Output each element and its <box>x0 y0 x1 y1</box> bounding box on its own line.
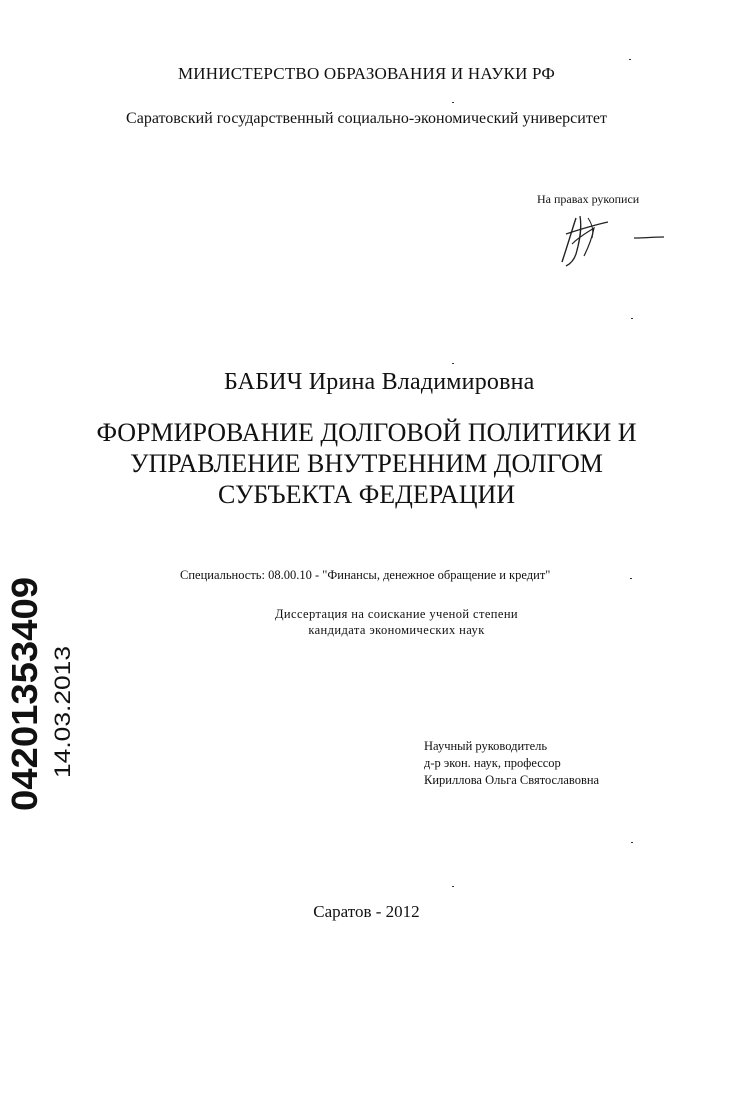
city-year: Саратов - 2012 <box>313 902 420 921</box>
scan-speck <box>452 363 454 364</box>
manuscript-note: На правах рукописи <box>537 192 640 206</box>
university-name: Саратовский государственный социально-экономический университет <box>126 110 607 127</box>
stamp-number <box>3 573 45 813</box>
specialty-line: Специальность: 08.00.10 - "Финансы, денежное обращение и кредит" <box>180 568 551 582</box>
scan-speck <box>629 59 631 60</box>
title-line: ФОРМИРОВАНИЕ ДОЛГОВОЙ ПОЛИТИКИ И <box>96 418 637 447</box>
scan-speck <box>452 102 454 103</box>
author-name: БАБИЧ Ирина Владимировна <box>224 369 535 395</box>
title-line: СУБЪЕКТА ФЕДЕРАЦИИ <box>217 480 516 509</box>
supervisor-line: д-р экон. наук, профессор <box>424 756 561 770</box>
degree-line: кандидата экономических наук <box>308 623 485 637</box>
stamp-number-text: 04201353409 <box>4 590 45 811</box>
stamp-date-text: 14.03.2013 <box>50 667 75 778</box>
scan-speck <box>452 886 454 887</box>
title-line: УПРАВЛЕНИЕ ВНУТРЕННИМ ДОЛГОМ <box>130 449 603 478</box>
supervisor-line: Кириллова Ольга Святославовна <box>424 773 600 787</box>
signature-image <box>558 210 668 272</box>
supervisor-block <box>424 738 599 789</box>
scan-speck <box>631 842 633 843</box>
dissertation-title <box>0 417 733 510</box>
scan-speck <box>631 318 633 319</box>
supervisor-line: Научный руководитель <box>424 739 548 753</box>
scan-speck <box>630 578 632 579</box>
degree-statement <box>0 606 733 638</box>
ministry-heading: МИНИСТЕРСТВО ОБРАЗОВАНИЯ И НАУКИ РФ <box>177 64 556 83</box>
degree-line: Диссертация на соискание ученой степени <box>274 607 518 621</box>
stamp-date <box>48 640 76 780</box>
